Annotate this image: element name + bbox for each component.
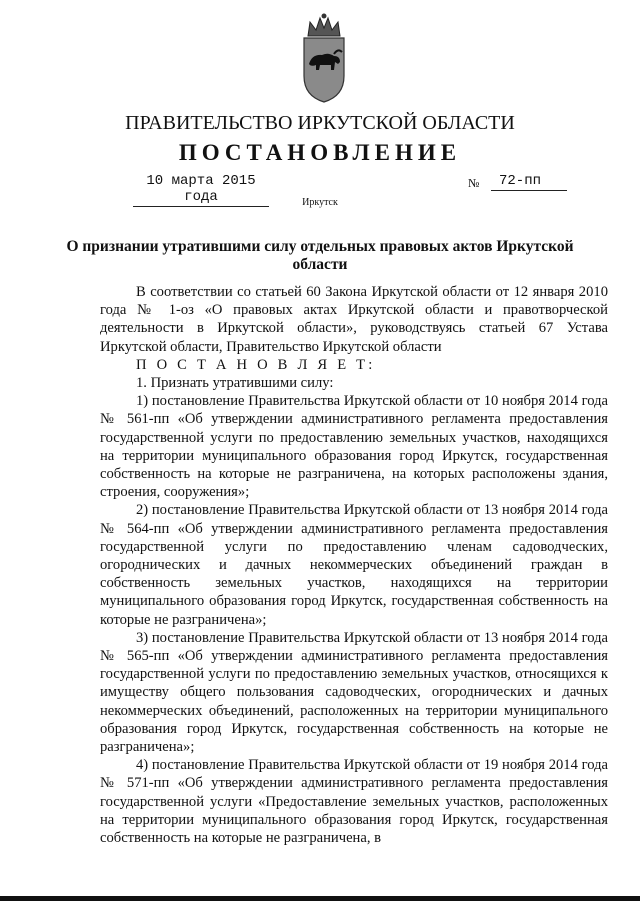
subitem-paragraph: 3) постановление Правительства Иркутской области от 13 ноября 2014 года № 565-пп «Об утверждении административного регламента предоставления государственной услуги по предоставлению земельных участков, относящихся к имуществу общего пользования садоводческих, огороднических и дачных некоммерческих объединений, расположенных на территории муниципального образования город Иркутск, государственная собственность на которые не разграничена»;	[100, 629, 608, 756]
city-name: Иркутск	[302, 197, 338, 208]
document-type-title: ПОСТАНОВЛЕНИЕ	[178, 140, 462, 165]
subitem-paragraph: 2) постановление Правительства Иркутской области от 13 ноября 2014 года № 564-пп «Об утверждении административного регламента предоставления государственной услуги по предоставлению членам садоводческих, огороднических и дачных некоммерческих объединений граждан в собственность земельных участков, находящихся на территории муниципального образования город Иркутск, государственная собственность на которые не разграничена»;	[100, 502, 608, 628]
decree-number: 72-пп	[491, 173, 567, 191]
document-body	[100, 283, 608, 847]
number-sign: №	[468, 176, 480, 190]
resolves-heading: П О С Т А Н О В Л Я Е Т:	[136, 356, 376, 373]
subitem-paragraph: 4) постановление Правительства Иркутской области от 19 ноября 2014 года № 571-пп «Об утверждении административного регламента предоставления государственной услуги «Предоставление земельных участков, расположенных на территории муниципального образования город Иркутск, государственная собственность на которые не разграничена, в	[100, 757, 608, 847]
decree-date: 10 марта 2015 года	[133, 173, 269, 207]
document-subject: О признании утратившими силу отдельных правовых актов Иркутской области	[66, 238, 574, 273]
irkutsk-coat-of-arms-icon	[298, 12, 350, 104]
subitem-paragraph: 1) постановление Правительства Иркутской области от 10 ноября 2014 года № 561-пп «Об утверждении административного регламента предоставления государственной услуги по предоставлению земельных участков, находящихся на территории муниципального образования город Иркутск, государственная собственность на которые не разграничена, на которых расположены здания, строения, сооружения»;	[100, 393, 608, 501]
preamble-paragraph: В соответствии со статьей 60 Закона Иркутской области от 12 января 2010 года № 1-оз «О правовых актах Иркутской области и правотворческой деятельности в Иркутской области», руководствуясь статьей 67 Устава Иркутской области, Правительство Иркутской области	[100, 284, 608, 355]
scan-bottom-edge	[0, 896, 640, 901]
government-title: ПРАВИТЕЛЬСТВО ИРКУТСКОЙ ОБЛАСТИ	[125, 112, 515, 134]
item-1-paragraph: 1. Признать утратившими силу:	[136, 375, 334, 392]
